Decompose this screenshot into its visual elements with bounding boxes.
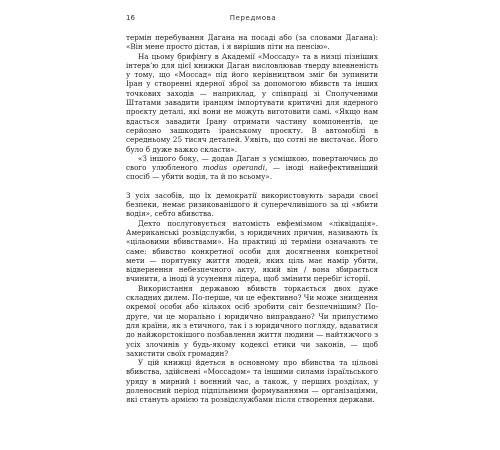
- paragraph-quote: [126, 154, 378, 182]
- paragraph: На цьому брифінгу в Академії «Моссаду» та в низці пізніших інтерв’ю для цієї книжки Даган висловлював тверду впевненість у тому, що «Моссад» під його керівництвом зміг би зупинити Іран у створенні ядерної зброї за допомогою вбивств та інших точкових заходів — наприклад, у співпраці зі Сполученими Штатами завадити іранцям імпортувати критичні для ядерного проєкту деталі, які вони не можуть виготовити самі. «Якщо нам вдасться завадити Ірану отримати частину компонентів, це серйозно зашкодить іранському проєкту. В автомобілі в середньому 25 тисяч деталей. Уявіть, що сотні не вистачає. Його було б дуже важко скласти».: [126, 51, 378, 154]
- quote-text-end: , — іноді найефективніший спосіб — убити водія, та й по всьому».: [126, 163, 378, 182]
- paragraph: З усіх засобів, що їх демократії використовують заради своєї безпеки, немає ризикованішого й суперечливішого за ці «вбити водія», себто вбивства.: [126, 190, 378, 219]
- paragraph: Використання державою вбивств торкається двох дуже складних дилем. По-перше, чи це ефективно? Чи може знищення окремої особи або кількох осіб зробити світ безпечнішим? По-друге, чи це морально і юридично виправдано? Чи припустимо для країни, як з етичного, так і з юридичного погляду, вдаватися до найжорстокішого позбавлення життя людини — найтяжчого з усіх злочинів у будь-якому кодексі етики чи законів, — щоб захистити своїх громадян?: [126, 283, 379, 358]
- page-header: [126, 14, 380, 28]
- running-title: Передмова: [229, 14, 277, 22]
- paragraph: термін перебування Дагана на посаді або (за словами Дагана): «Він мене просто дістав, і я вирішив піти на пенсію».: [126, 33, 378, 52]
- body-text: [126, 33, 378, 405]
- quote-text-start: «З іншого боку, — додав Даган з усмішкою, повертаючись до свого улюбленого: [126, 153, 378, 173]
- paragraph: У цій книжці йдеться в основному про вбивства та цільові вбивства, здійснені «Моссадом» та іншими силами ізраїльського уряду в мирний і воєнний час, а також, у перших розділах, у доленосний період підпільними формуваннями — організаціями, які стануть армією та розвідслужбами після створення держави.: [126, 358, 378, 405]
- quote-italic-term: modus operandi: [203, 163, 266, 173]
- paragraph: Дехто послуговується натомість евфемізмом «ліквідація». Американські розвідслужби, з юридичних причин, називають їх «цільовими вбивствами». На практиці ці терміни означають те саме: вбивство конкретної особи для досягнення конкретної мети — порятунку життя людей, яких ціль має намір убити, відвернення небезпечного акту, який він / вона збирається вчинити, а іноді й усунення лідера, щоб змінити перебіг історії.: [126, 218, 378, 284]
- page-number: 16: [126, 14, 135, 22]
